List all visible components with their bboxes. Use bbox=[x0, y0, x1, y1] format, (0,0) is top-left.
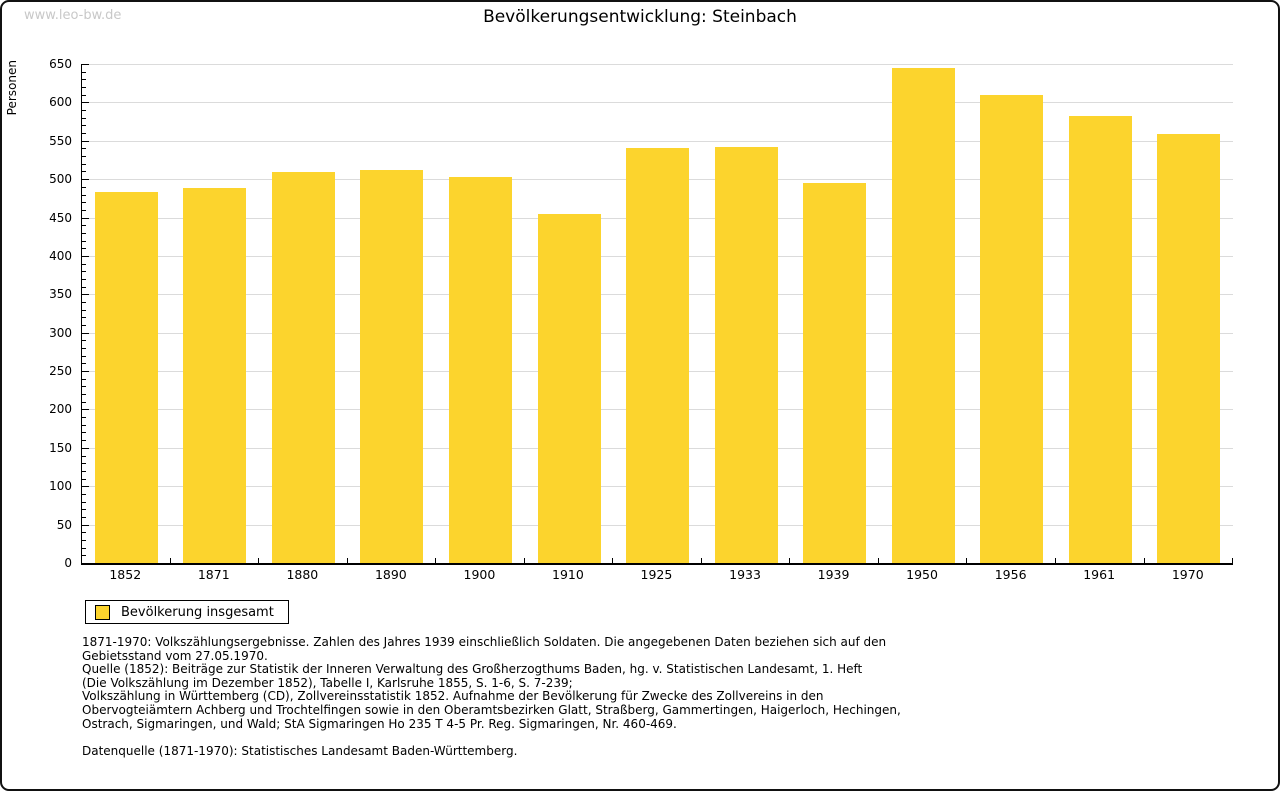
y-tick-label-250: 250 bbox=[49, 364, 72, 379]
bar-1970 bbox=[1157, 134, 1220, 563]
source-note-line-6: Obervogteiämtern Achberg und Trochtelfingen sowie in den Oberamtsbezirken Glatt, Straßberg, Gammertingen, Haigerloch, Hechingen, bbox=[82, 702, 901, 717]
y-tick-180 bbox=[82, 425, 86, 426]
legend-label: Bevölkerung insgesamt bbox=[121, 604, 274, 620]
y-tick-label-350: 350 bbox=[49, 287, 72, 302]
y-tick-490 bbox=[82, 187, 86, 188]
bar-1956 bbox=[980, 95, 1043, 563]
y-tick-400 bbox=[82, 256, 89, 257]
x-boundary-tick-2 bbox=[258, 558, 259, 563]
x-boundary-tick-1 bbox=[170, 558, 171, 563]
y-tick-30 bbox=[82, 540, 86, 541]
y-tick-90 bbox=[82, 494, 86, 495]
bar-1871 bbox=[183, 188, 246, 563]
y-tick-20 bbox=[82, 548, 86, 549]
y-tick-470 bbox=[82, 202, 86, 203]
y-tick-520 bbox=[82, 164, 86, 165]
bar-1910 bbox=[538, 214, 601, 563]
y-tick-label-50: 50 bbox=[56, 517, 72, 532]
y-tick-100 bbox=[82, 486, 89, 487]
y-tick-110 bbox=[82, 479, 86, 480]
y-tick-260 bbox=[82, 363, 86, 364]
y-tick-530 bbox=[82, 156, 86, 157]
y-tick-540 bbox=[82, 148, 86, 149]
y-tick-190 bbox=[82, 417, 86, 418]
y-tick-580 bbox=[82, 118, 86, 119]
x-tick-label-1900: 1900 bbox=[463, 567, 496, 582]
x-boundary-tick-10 bbox=[966, 558, 967, 563]
bar-1925 bbox=[626, 148, 689, 563]
source-note-line-3: Quelle (1852): Beiträge zur Statistik der Inneren Verwaltung des Großherzogthums Baden, hg. v. Statistischen Landesamt, 1. Heft bbox=[82, 662, 863, 677]
y-tick-340 bbox=[82, 302, 86, 303]
source-note-line-4: (Die Volkszählung im Dezember 1852), Tabelle I, Karlsruhe 1855, S. 1-6, S. 7-239; bbox=[82, 675, 573, 690]
y-tick-360 bbox=[82, 287, 86, 288]
bar-1950 bbox=[892, 68, 955, 563]
y-tick-320 bbox=[82, 317, 86, 318]
y-tick-500 bbox=[82, 179, 89, 180]
y-tick-420 bbox=[82, 241, 86, 242]
y-tick-80 bbox=[82, 502, 86, 503]
y-tick-620 bbox=[82, 87, 86, 88]
y-tick-310 bbox=[82, 325, 86, 326]
y-tick-150 bbox=[82, 448, 89, 449]
x-tick-label-1956: 1956 bbox=[994, 567, 1027, 582]
x-tick-label-1933: 1933 bbox=[729, 567, 761, 582]
y-tick-label-600: 600 bbox=[49, 95, 72, 110]
y-tick-label-150: 150 bbox=[49, 440, 72, 455]
y-tick-60 bbox=[82, 517, 86, 518]
x-tick-label-1880: 1880 bbox=[286, 567, 319, 582]
y-tick-610 bbox=[82, 95, 86, 96]
y-tick-560 bbox=[82, 133, 86, 134]
y-tick-460 bbox=[82, 210, 86, 211]
source-note-line-9: Datenquelle (1871-1970): Statistisches Landesamt Baden-Württemberg. bbox=[82, 743, 518, 758]
x-boundary-tick-5 bbox=[524, 558, 525, 563]
x-boundary-tick-9 bbox=[878, 558, 879, 563]
y-tick-300 bbox=[82, 333, 89, 334]
y-tick-220 bbox=[82, 394, 86, 395]
y-tick-570 bbox=[82, 125, 86, 126]
y-tick-440 bbox=[82, 225, 86, 226]
y-tick-40 bbox=[82, 532, 86, 533]
y-tick-590 bbox=[82, 110, 86, 111]
y-tick-230 bbox=[82, 386, 86, 387]
y-tick-350 bbox=[82, 294, 89, 295]
y-tick-640 bbox=[82, 72, 86, 73]
y-tick-240 bbox=[82, 379, 86, 380]
source-note-line-1: 1871-1970: Volkszählungsergebnisse. Zahlen des Jahres 1939 einschließlich Soldaten. Die angegebenen Daten beziehen sich auf den bbox=[82, 635, 887, 649]
y-tick-130 bbox=[82, 463, 86, 464]
legend-box bbox=[85, 600, 289, 624]
y-tick-120 bbox=[82, 471, 86, 472]
y-tick-200 bbox=[82, 409, 89, 410]
x-tick-label-1950: 1950 bbox=[906, 567, 938, 582]
y-tick-550 bbox=[82, 141, 89, 142]
y-tick-480 bbox=[82, 195, 86, 196]
x-boundary-tick-12 bbox=[1144, 558, 1145, 563]
y-tick-160 bbox=[82, 440, 86, 441]
x-boundary-tick-3 bbox=[347, 558, 348, 563]
y-tick-label-0: 0 bbox=[64, 556, 72, 570]
y-tick-430 bbox=[82, 233, 86, 234]
bar-1933 bbox=[715, 147, 778, 563]
gridline-650 bbox=[82, 64, 1233, 65]
y-tick-270 bbox=[82, 356, 86, 357]
y-tick-10 bbox=[82, 555, 86, 556]
x-boundary-tick-11 bbox=[1055, 558, 1056, 563]
x-tick-label-1939: 1939 bbox=[817, 567, 850, 582]
y-tick-label-400: 400 bbox=[49, 248, 72, 263]
x-tick-label-1852: 1852 bbox=[109, 567, 142, 582]
y-tick-410 bbox=[82, 248, 86, 249]
y-tick-630 bbox=[82, 79, 86, 80]
bar-1880 bbox=[272, 172, 335, 564]
x-tick-label-1961: 1961 bbox=[1083, 567, 1116, 582]
chart-title: Bevölkerungsentwicklung: Steinbach bbox=[483, 7, 797, 27]
y-tick-label-100: 100 bbox=[49, 479, 72, 494]
y-tick-170 bbox=[82, 432, 86, 433]
watermark: www.leo-bw.de bbox=[24, 8, 122, 23]
y-tick-250 bbox=[82, 371, 89, 372]
y-tick-370 bbox=[82, 279, 86, 280]
bar-1900 bbox=[449, 177, 512, 563]
y-tick-650 bbox=[82, 64, 89, 65]
y-tick-50 bbox=[82, 525, 89, 526]
y-tick-280 bbox=[82, 348, 86, 349]
y-tick-290 bbox=[82, 340, 86, 341]
y-tick-label-550: 550 bbox=[49, 133, 72, 148]
legend-color-swatch-icon bbox=[95, 605, 110, 620]
gridline-600 bbox=[82, 102, 1233, 103]
source-notes bbox=[82, 636, 901, 758]
x-boundary-tick-8 bbox=[789, 558, 790, 563]
y-tick-70 bbox=[82, 509, 86, 510]
x-boundary-tick-7 bbox=[701, 558, 702, 563]
y-tick-450 bbox=[82, 218, 89, 219]
y-tick-140 bbox=[82, 456, 86, 457]
x-boundary-tick-6 bbox=[612, 558, 613, 563]
y-axis-title: Personen bbox=[5, 60, 19, 116]
y-tick-380 bbox=[82, 271, 86, 272]
source-note-line-2: Gebietsstand vom 27.05.1970. bbox=[82, 648, 268, 663]
source-note-line-5: Volkszählung in Württemberg (CD), Zollvereinsstatistik 1852. Aufnahme der Bevölkerung für Zwecke des Zollvereins in den bbox=[82, 689, 824, 704]
bar-1890 bbox=[360, 170, 423, 563]
y-tick-label-450: 450 bbox=[49, 210, 72, 225]
source-note-line-7: Ostrach, Sigmaringen, und Wald; StA Sigmaringen Ho 235 T 4-5 Pr. Reg. Sigmaringen, Nr. 460-469. bbox=[82, 716, 677, 731]
x-boundary-tick-13 bbox=[1232, 558, 1233, 563]
y-tick-210 bbox=[82, 402, 86, 403]
y-tick-label-200: 200 bbox=[49, 402, 72, 417]
y-tick-label-300: 300 bbox=[49, 325, 72, 340]
x-tick-label-1925: 1925 bbox=[640, 567, 673, 582]
y-tick-390 bbox=[82, 264, 86, 265]
y-tick-510 bbox=[82, 171, 86, 172]
plot-area bbox=[81, 64, 1233, 565]
x-boundary-tick-4 bbox=[435, 558, 436, 563]
y-tick-330 bbox=[82, 310, 86, 311]
y-tick-label-500: 500 bbox=[49, 172, 72, 187]
bar-1961 bbox=[1069, 116, 1132, 563]
x-tick-label-1910: 1910 bbox=[552, 567, 584, 582]
bar-1852 bbox=[95, 192, 158, 563]
x-tick-label-1970: 1970 bbox=[1171, 567, 1204, 582]
bar-1939 bbox=[803, 183, 866, 563]
source-note-line-8 bbox=[82, 731, 901, 745]
y-tick-600 bbox=[82, 102, 89, 103]
y-tick-label-650: 650 bbox=[49, 57, 72, 71]
gridline-550 bbox=[82, 141, 1233, 142]
x-tick-label-1871: 1871 bbox=[197, 567, 230, 582]
x-tick-label-1890: 1890 bbox=[374, 567, 407, 582]
